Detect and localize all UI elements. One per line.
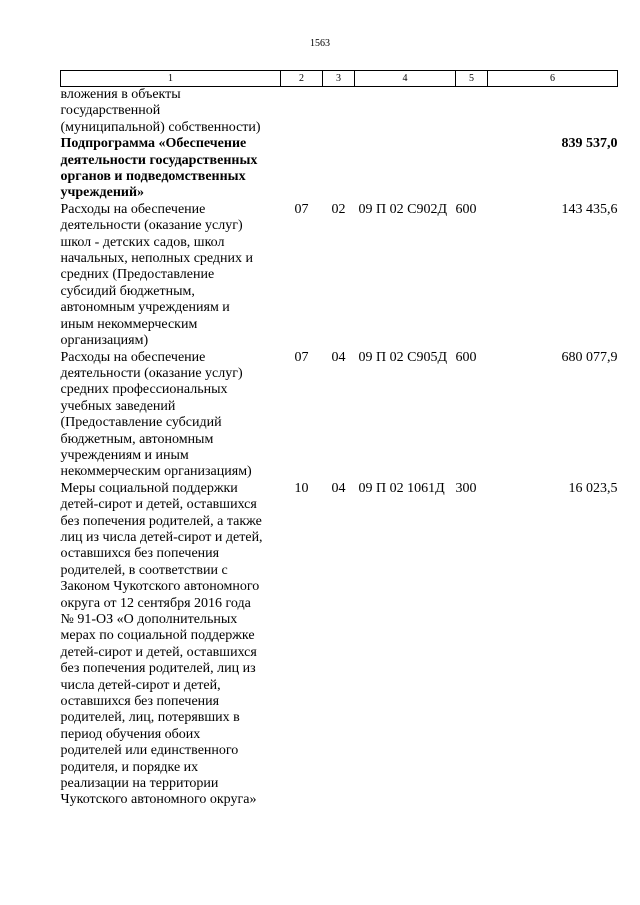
row-expense-type <box>456 87 488 137</box>
row-subsection: 04 <box>331 480 346 496</box>
table-row <box>61 87 618 137</box>
row-name: Подпрограмма «Обеспечение деятельности государственных органов и подведомственных учреждений» <box>60 136 258 201</box>
row-target-code <box>355 136 456 202</box>
row-subsection: 02 <box>331 201 346 217</box>
row-sum: 16 023,5 <box>568 480 618 496</box>
column-number: 1 <box>61 71 281 87</box>
row-expense-type: 600 <box>455 201 477 217</box>
column-number: 3 <box>323 71 355 87</box>
budget-table <box>60 70 618 809</box>
row-sum: 143 435,6 <box>561 201 618 217</box>
row-expense-type: 300 <box>455 480 477 496</box>
row-target-code <box>355 87 456 137</box>
column-number: 6 <box>488 71 618 87</box>
row-section <box>281 136 323 202</box>
row-section <box>281 87 323 137</box>
column-number: 4 <box>355 71 456 87</box>
row-name: Меры социальной поддержки детей-сирот и детей, оставшихся без попечения родителей, а также лиц из числа детей-сирот и детей, оставшихся без попечения родителей, в соответствии с Законом Чукотского автономного округа от 12 сентября 2016 года № 91-ОЗ «О дополнительных мерах по социальной поддержке детей-сирот и детей, оставшихся без попечения родителей, лиц из числа детей-сирот и детей, оставшихся без попечения родителей, лиц, потерявших в период обучения обоих родителей или единственного родителя, и порядке их реализации на территории Чукотского автономного округа» <box>60 480 263 808</box>
row-sum: 680 077,9 <box>561 349 618 365</box>
row-section: 10 <box>294 480 309 496</box>
row-target-code: 09 П 02 С902Д <box>358 201 447 217</box>
row-subsection <box>323 136 355 202</box>
row-target-code: 09 П 02 С905Д <box>358 349 447 365</box>
column-number: 5 <box>456 71 488 87</box>
table-row <box>61 202 618 350</box>
row-name: Расходы на обеспечение деятельности (оказание услуг) средних профессиональных учебных заведений (Предоставление субсидий бюджетным, автономным учреждениям и иным некоммерческим организациям) <box>60 349 252 480</box>
row-sum <box>488 87 618 137</box>
table-row <box>61 481 618 809</box>
row-subsection <box>323 87 355 137</box>
row-expense-type: 600 <box>455 349 477 365</box>
row-expense-type <box>456 136 488 202</box>
row-name: Расходы на обеспечение деятельности (оказание услуг) школ - детских садов, школ начальных, неполных средних и средних (Предоставление субсидий бюджетным, автономным учреждениям и иным некоммерческим организациям) <box>60 201 254 349</box>
column-number-row <box>61 71 618 87</box>
row-section: 07 <box>294 201 309 217</box>
row-sum: 839 537,0 <box>561 136 618 152</box>
row-section: 07 <box>294 349 309 365</box>
table-row <box>61 136 618 202</box>
page-number: 1563 <box>310 38 330 49</box>
column-number: 2 <box>281 71 323 87</box>
row-target-code: 09 П 02 1061Д <box>358 480 445 496</box>
row-name: вложения в объекты государственной (муниципальной) собственности) <box>60 87 261 135</box>
row-subsection: 04 <box>331 349 346 365</box>
table-row <box>61 350 618 481</box>
